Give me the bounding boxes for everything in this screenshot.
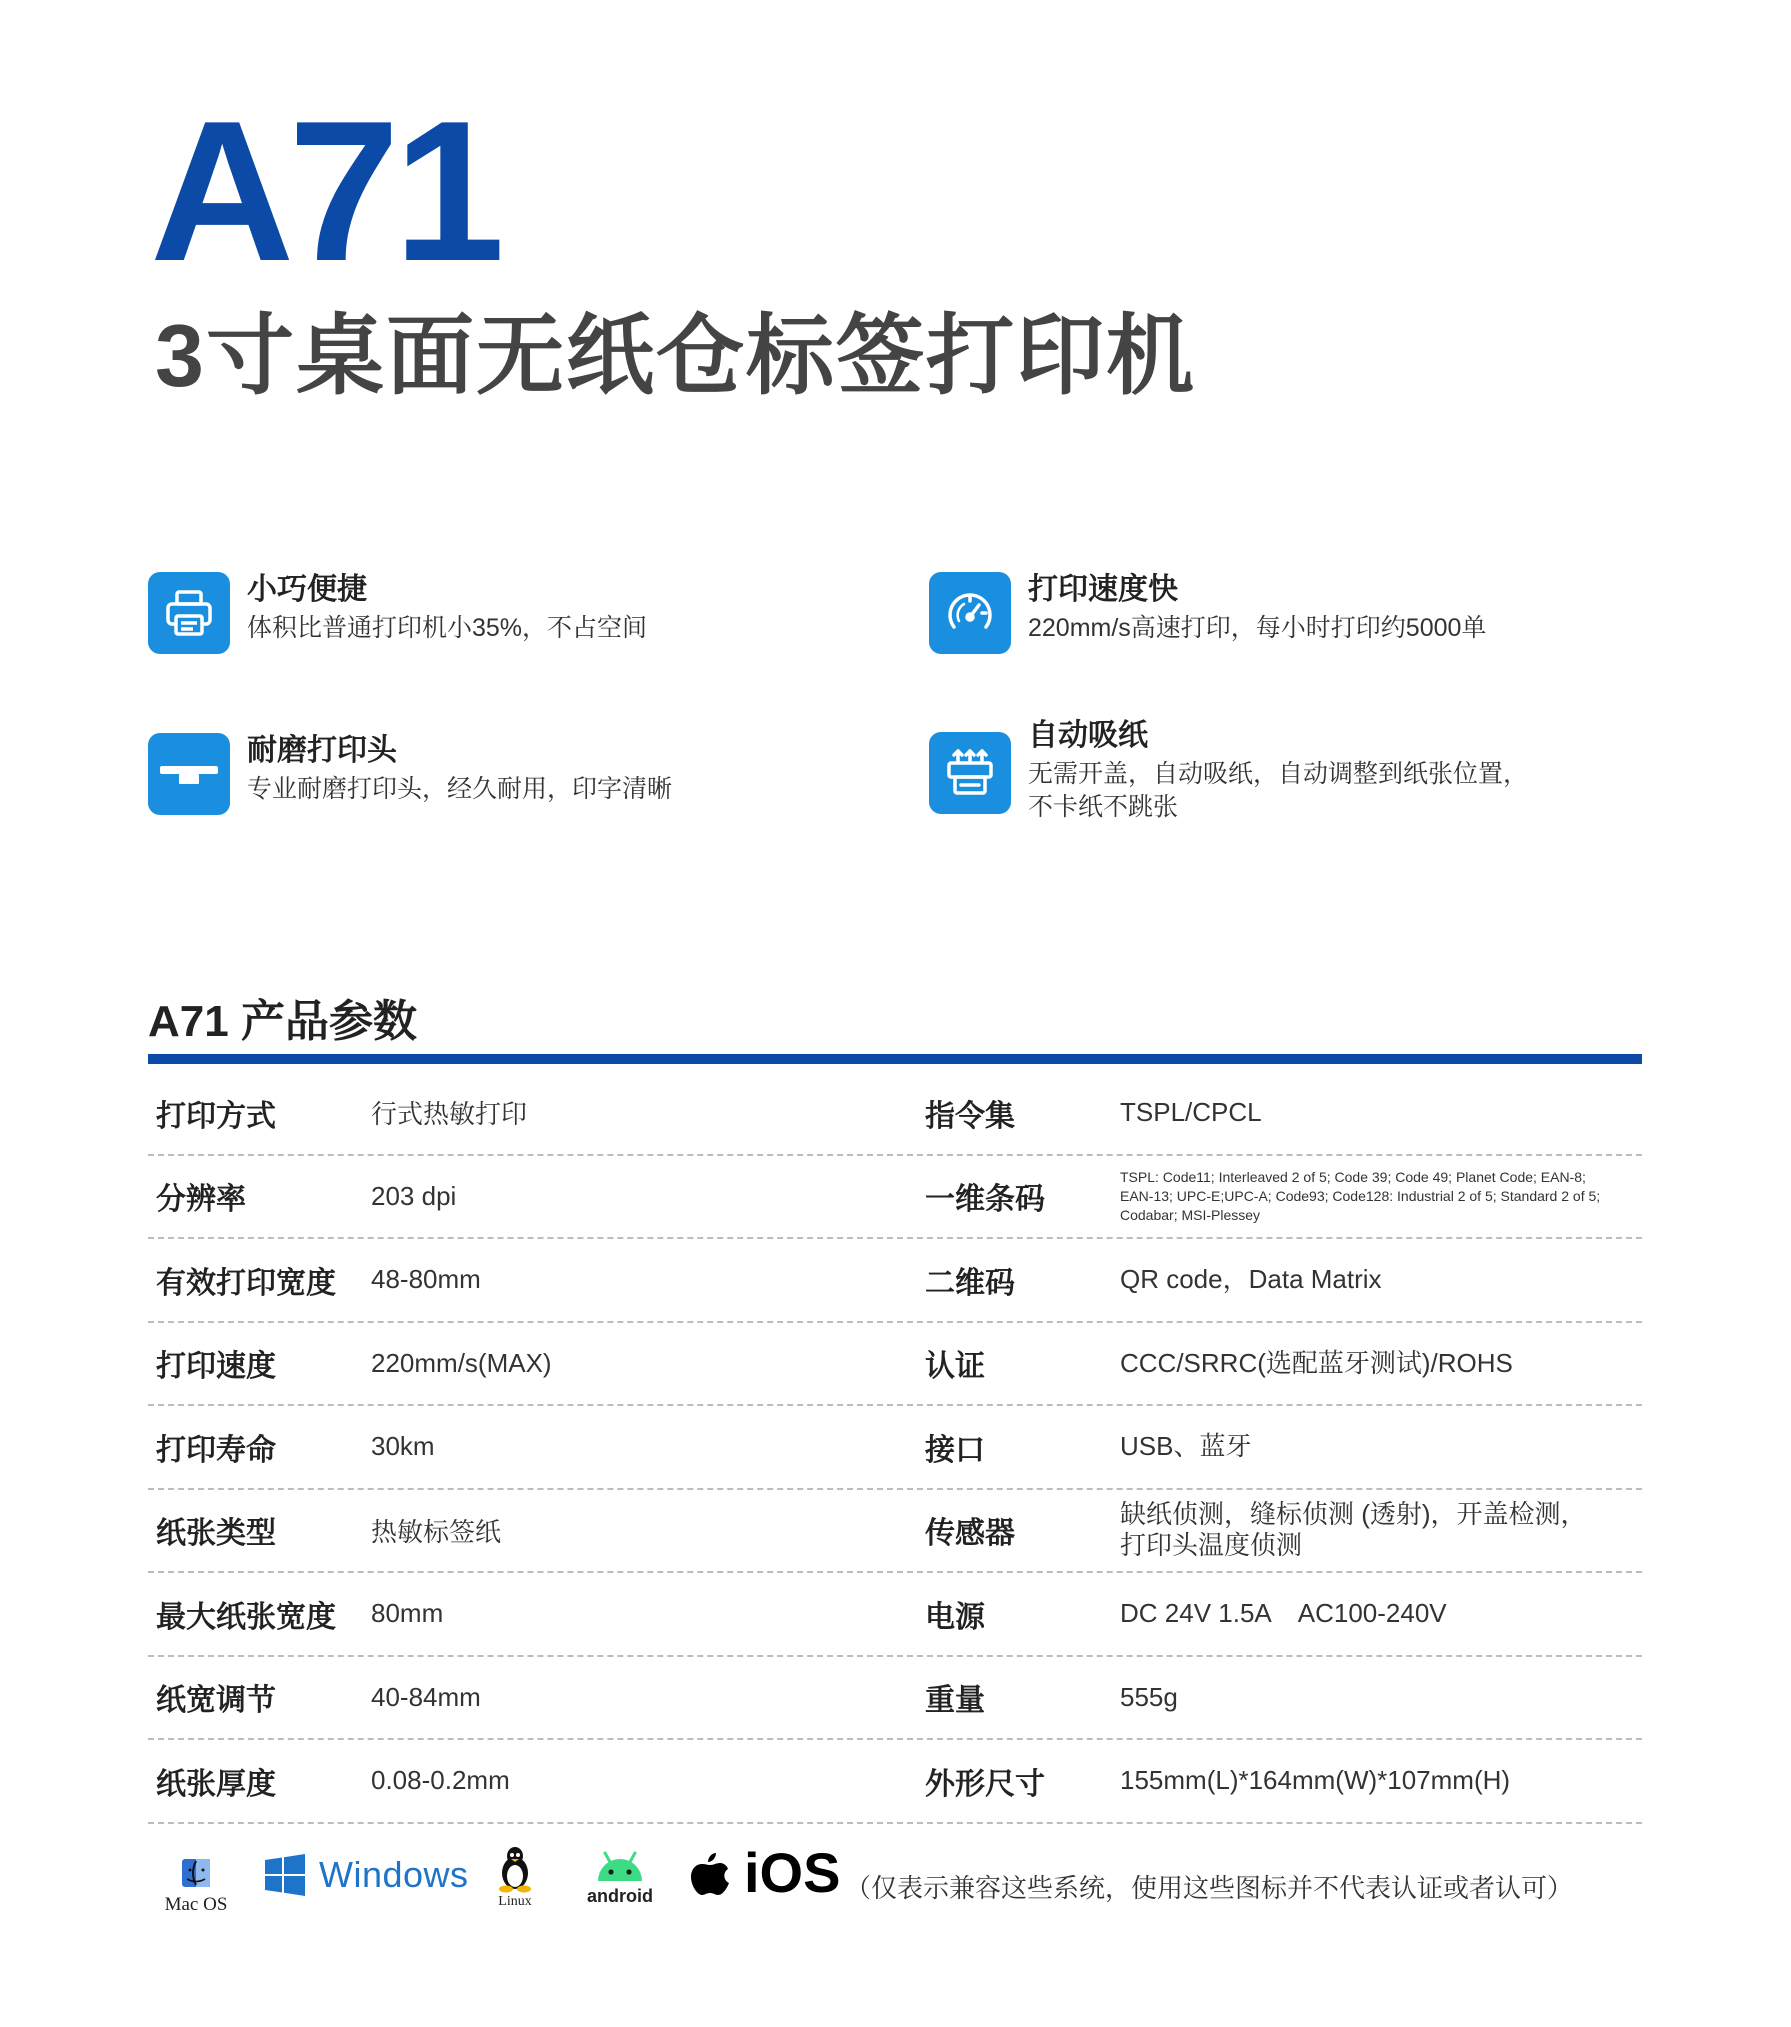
spec-value: 80mm <box>371 1598 444 1629</box>
spec-row <box>148 1406 1642 1490</box>
spec-value: 203 dpi <box>371 1180 457 1211</box>
spec-key: 有效打印宽度 <box>156 1266 336 1300</box>
spec-value: 40-84mm <box>371 1681 481 1712</box>
spec-value-line: 缺纸侦测，缝标侦测 (透射)，开盖检测， <box>1120 1499 1587 1530</box>
macos-label: Mac OS <box>164 1894 228 1915</box>
spec-key: 二维码 <box>925 1266 1015 1300</box>
printer-icon <box>148 572 230 654</box>
spec-key: 传感器 <box>925 1517 1015 1551</box>
feature-desc <box>1028 758 1528 824</box>
tux-icon <box>494 1845 536 1893</box>
spec-value: QR code，Data Matrix <box>1120 1264 1382 1295</box>
spec-key: 纸张类型 <box>156 1517 276 1551</box>
macos-logo <box>161 1855 231 1916</box>
feature-desc: 体积比普通打印机小35%，不占空间 <box>247 614 648 642</box>
spec-value <box>1120 1490 1642 1572</box>
spec-row <box>148 1657 1642 1741</box>
spec-key: 重量 <box>925 1684 985 1718</box>
feature-desc-line: 不卡纸不跳张 <box>1028 793 1179 821</box>
speedometer-icon <box>929 572 1011 654</box>
spec-key: 分辨率 <box>156 1183 246 1217</box>
linux-label: Linux <box>498 1894 532 1909</box>
spec-key: 打印方式 <box>156 1099 276 1133</box>
spec-row <box>148 1239 1642 1323</box>
spec-row <box>148 1490 1642 1574</box>
product-subtitle: 3寸桌面无纸仓标签打印机 <box>155 306 1196 405</box>
spec-value: 行式热敏打印 <box>371 1099 528 1130</box>
spec-value: 热敏标签纸 <box>371 1516 502 1547</box>
windows-icon <box>263 1853 307 1897</box>
spec-row <box>148 1573 1642 1657</box>
spec-key: 纸张厚度 <box>156 1767 276 1801</box>
feature-speed <box>929 572 1486 654</box>
params-divider <box>148 1054 1642 1064</box>
feature-title: 自动吸纸 <box>1028 719 1148 752</box>
spec-value: 155mm(L)*164mm(W)*107mm(H) <box>1120 1765 1511 1796</box>
spec-value: CCC/SRRC(选配蓝牙测试)/ROHS <box>1120 1347 1513 1378</box>
windows-label: Windows <box>319 1854 469 1895</box>
feature-auto-feed <box>929 718 1528 824</box>
spec-key: 一维条码 <box>925 1183 1045 1217</box>
spec-value <box>1120 1156 1642 1238</box>
windows-logo <box>263 1853 469 1897</box>
spec-key: 最大纸张宽度 <box>156 1600 336 1634</box>
spec-row <box>148 1323 1642 1407</box>
feature-printhead <box>148 733 672 815</box>
spec-value: 48-80mm <box>371 1264 481 1295</box>
feature-title: 小巧便捷 <box>247 573 367 606</box>
spec-key: 认证 <box>925 1350 985 1384</box>
spec-key: 外形尺寸 <box>925 1767 1045 1801</box>
feature-desc: 专业耐磨打印头，经久耐用，印字清晰 <box>247 775 673 803</box>
paper-feed-icon <box>929 732 1011 814</box>
feature-title: 打印速度快 <box>1028 573 1178 606</box>
ios-label: iOS <box>744 1841 841 1904</box>
product-model: A71 <box>150 80 499 303</box>
android-label: android <box>587 1886 653 1906</box>
spec-value-line: Codabar; MSI-Plessey <box>1120 1206 1261 1223</box>
printhead-icon <box>148 733 230 815</box>
spec-key: 接口 <box>925 1433 985 1467</box>
feature-compact <box>148 572 647 654</box>
spec-key: 指令集 <box>925 1099 1015 1133</box>
android-logo <box>580 1847 660 1907</box>
feature-desc: 220mm/s高速打印，每小时打印约5000单 <box>1028 614 1487 642</box>
spec-row <box>148 1740 1642 1824</box>
spec-key: 纸宽调节 <box>156 1684 276 1718</box>
compatibility-note: （仅表示兼容这些系统，使用这些图标并不代表认证或者认可） <box>845 1873 1574 1903</box>
linux-logo <box>485 1845 545 1910</box>
spec-value-line: TSPL: Code11; Interleaved 2 of 5; Code 39; Code 49; Planet Code; EAN-8; <box>1120 1168 1586 1185</box>
spec-value: DC 24V 1.5A AC100-240V <box>1120 1598 1447 1629</box>
spec-value: 555g <box>1120 1681 1178 1712</box>
spec-table <box>148 1072 1642 1824</box>
spec-value: 220mm/s(MAX) <box>371 1347 552 1378</box>
spec-key: 电源 <box>925 1600 985 1634</box>
spec-value: 30km <box>371 1431 435 1462</box>
apple-icon <box>690 1849 730 1897</box>
macos-finder-icon <box>176 1855 216 1891</box>
spec-row <box>148 1072 1642 1156</box>
spec-key: 打印速度 <box>156 1350 276 1384</box>
params-title: A71 产品参数 <box>148 997 417 1046</box>
spec-value: USB、蓝牙 <box>1120 1431 1252 1462</box>
android-icon <box>590 1847 650 1883</box>
spec-value-line: 打印头温度侦测 <box>1120 1530 1303 1561</box>
feature-title: 耐磨打印头 <box>247 734 397 767</box>
spec-value-line: EAN-13; UPC-E;UPC-A; Code93; Code128: Industrial 2 of 5; Standard 2 of 5; <box>1120 1187 1601 1204</box>
spec-key: 打印寿命 <box>156 1433 276 1467</box>
ios-logo <box>690 1841 841 1904</box>
spec-value: 0.08-0.2mm <box>371 1765 510 1796</box>
spec-value: TSPL/CPCL <box>1120 1097 1262 1128</box>
spec-row <box>148 1156 1642 1240</box>
feature-desc-line: 无需开盖，自动吸纸，自动调整到纸张位置， <box>1028 760 1529 788</box>
